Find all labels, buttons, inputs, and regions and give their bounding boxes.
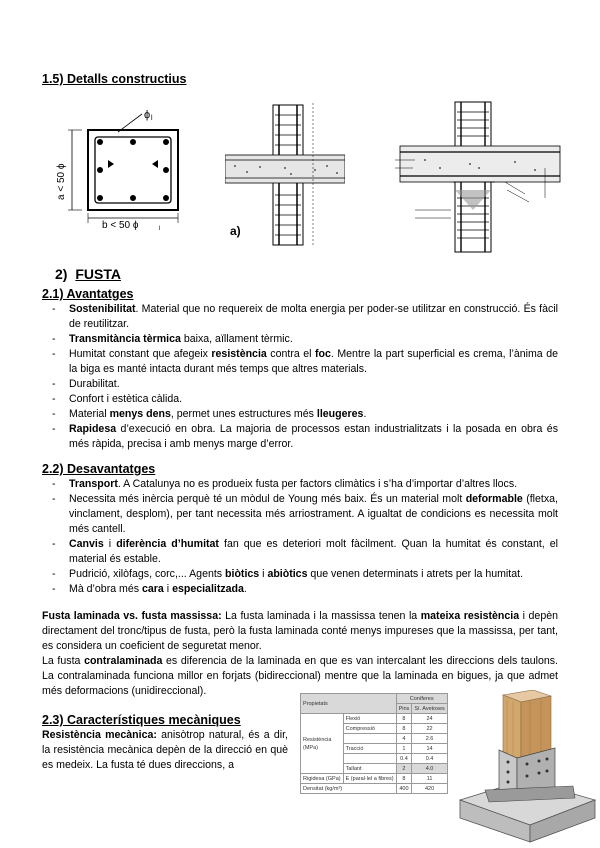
timber-post-anchor-figure: [455, 690, 600, 845]
phi-sub: l: [151, 115, 153, 122]
list-item: - Pudrició, xilòfags, corc,... Agents biòtics i abiòtics que venen determinats i atrets per la humitat.: [42, 567, 558, 582]
section-1-5-heading: 1.5) Detalls constructius: [42, 72, 187, 86]
list-item: - Confort i estètica càlida.: [42, 392, 558, 407]
reinforcement-detail-figure: [395, 98, 565, 258]
advantages-list: [42, 302, 558, 452]
table-row: Densitat (kg/m³) 400 420: [301, 784, 448, 794]
wood-properties-table: [300, 693, 444, 794]
list-item: - Transmitància tèrmica baixa, aïllament tèrmic.: [42, 332, 558, 347]
list-item: - Mà d’obra més cara i especialitzada.: [42, 582, 558, 597]
section-2-3-heading: 2.3) Característiques mecàniques: [42, 713, 241, 727]
table-col-avetoses: Sí. Avetoses: [412, 704, 447, 714]
list-item: - Canvis i diferència d’humitat fan que es deteriori molt fàcilment. Quan la humitat és constant, el material és estable.: [42, 537, 558, 567]
section-2-title: FUSTA: [75, 266, 121, 282]
list-item: - Transport. A Catalunya no es produeix fusta per factors climàtics i s’ha d’importar d’altres llocs.: [42, 477, 558, 492]
table-row: Rigidesa (GPa) E (paral·lel a fibres) 8 11: [301, 774, 448, 784]
disadvantages-list: [42, 477, 558, 597]
table-row: 0.4 0.4: [301, 754, 448, 764]
beam-column-joint-figure: [225, 100, 345, 250]
table-row-group-label: Resistència (MPa): [301, 714, 344, 774]
table-row: Tracció 1 14: [301, 744, 448, 754]
laminated-paragraph: Fusta laminada vs. fusta massissa: La fusta laminada i la massissa tenen la mateixa resistència i depèn directament del tronc/tipus de fusta, però la fusta laminada conté menys impureses que la massissa, per tant, es considera un coeficient de seguretat menor.: [42, 610, 559, 652]
list-item: - Material menys dens, permet unes estructures més lleugeres.: [42, 407, 558, 422]
table-header-group: Coníferes: [396, 694, 447, 704]
list-item: - Humitat constant que afegeix resistència contra el foc. Mentre la part superficial es crema, l’ànima de la biga es manté intacta durant més temps que altres materials.: [42, 347, 558, 377]
table-row: Resistència (MPa) Flexió 8 24: [301, 714, 448, 724]
table-row: Tallant 2 4.0: [301, 764, 448, 774]
a-dimension-label: a < 50 ϕ: [56, 163, 67, 200]
mechanical-resistance-paragraph: Resistència mecànica: anisòtrop natural, és a dir, la resistència mecànica depèn de la direcció en què es medeix. La fusta té dues direccions, a: [42, 729, 288, 771]
b-dimension-sub: l: [159, 226, 161, 230]
figure-a-label: a): [230, 224, 241, 238]
section-2-1-heading: 2.1) Avantatges: [42, 287, 134, 301]
table-row: Compressió 8 22: [301, 724, 448, 734]
list-item: - Rapidesa d’execució en obra. La majoria de processos estan industrialitzats i la posada en obra és més ràpida, precisa i amb menys marge d’error.: [42, 422, 558, 452]
section-2-heading: [55, 266, 121, 282]
crosslaminated-paragraph: La fusta contralaminada es diferencia de la laminada en que es van intercalant les direccions dels taulons. La contralaminada funciona millor en forjats (bidireccional) mentre que la laminada en bigues, ja que admet més deformacions (unidireccional).: [42, 655, 558, 697]
table-row: 4 2.6: [301, 734, 448, 744]
column-section-figure: [50, 100, 190, 230]
section-2-number: 2): [55, 266, 68, 282]
list-item: - Durabilitat.: [42, 377, 558, 392]
list-item: - Sostenibilitat. Material que no requereix de molta energia per poder-se utilitzar en construcció. És fàcil de reutilitzar.: [42, 302, 558, 332]
section-2-2-heading: 2.2) Desavantatges: [42, 462, 156, 476]
table-col-pins: Pins: [396, 704, 412, 714]
table-header-properties: Propietats: [301, 694, 397, 714]
phi-label: ϕ: [144, 109, 151, 121]
list-item: - Necessita més inèrcia perquè té un mòdul de Young més baix. És un material molt deformable (fletxa, vinclament, desplom), per tant necessita més arriostrament. A igualtat de condicions es necessita molt més cantell.: [42, 492, 558, 537]
b-dimension-label: b < 50 ϕ: [102, 220, 139, 230]
